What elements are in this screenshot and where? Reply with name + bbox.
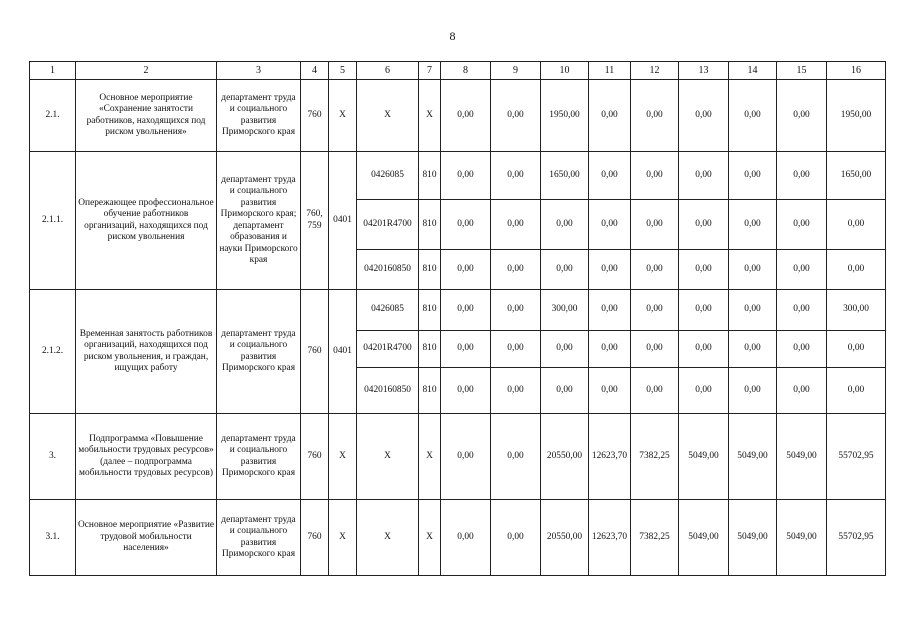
expense-type-code: X: [419, 414, 441, 500]
amount-col-11: 12623,70: [589, 500, 631, 576]
column-header-7: 7: [419, 62, 441, 80]
amount-col-11: 0,00: [589, 368, 631, 414]
section-code: 0401: [329, 152, 357, 290]
amount-col-16: 1950,00: [827, 80, 886, 152]
amount-col-8: 0,00: [441, 250, 491, 290]
amount-col-14: 0,00: [729, 250, 777, 290]
amount-col-14: 5049,00: [729, 500, 777, 576]
expense-type-code: 810: [419, 331, 441, 368]
amount-col-9: 0,00: [491, 290, 541, 331]
grbs-code: 760: [301, 414, 329, 500]
amount-col-8: 0,00: [441, 414, 491, 500]
amount-col-15: 0,00: [777, 290, 827, 331]
grbs-code: 760: [301, 80, 329, 152]
budget-table: [29, 61, 886, 576]
row-number: 3.1.: [30, 500, 76, 576]
table-row: [30, 290, 886, 331]
amount-col-12: 0,00: [631, 368, 679, 414]
row-number: 2.1.1.: [30, 152, 76, 290]
target-item-code: 04201R4700: [357, 331, 419, 368]
amount-col-13: 0,00: [679, 152, 729, 200]
amount-col-14: 0,00: [729, 80, 777, 152]
amount-col-9: 0,00: [491, 152, 541, 200]
amount-col-13: 0,00: [679, 368, 729, 414]
expense-type-code: 810: [419, 200, 441, 250]
grbs-code: 760, 759: [301, 152, 329, 290]
activity-name: Подпрограмма «Повышение мобильности трудовых ресурсов» (далее – подпрограмма мобильности трудовых ресурсов): [76, 414, 217, 500]
amount-col-11: 0,00: [589, 152, 631, 200]
amount-col-10: 0,00: [541, 331, 589, 368]
amount-col-15: 0,00: [777, 331, 827, 368]
target-item-code: 0420160850: [357, 368, 419, 414]
section-code: X: [329, 80, 357, 152]
amount-col-15: 5049,00: [777, 500, 827, 576]
column-header-2: 2: [76, 62, 217, 80]
amount-col-10: 0,00: [541, 368, 589, 414]
amount-col-16: 0,00: [827, 331, 886, 368]
amount-col-16: 55702,95: [827, 414, 886, 500]
column-header-11: 11: [589, 62, 631, 80]
column-header-12: 12: [631, 62, 679, 80]
amount-col-16: 0,00: [827, 250, 886, 290]
amount-col-12: 0,00: [631, 331, 679, 368]
amount-col-15: 0,00: [777, 250, 827, 290]
amount-col-10: 20550,00: [541, 414, 589, 500]
amount-col-15: 0,00: [777, 152, 827, 200]
amount-col-13: 0,00: [679, 290, 729, 331]
amount-col-12: 7382,25: [631, 414, 679, 500]
amount-col-8: 0,00: [441, 80, 491, 152]
amount-col-14: 0,00: [729, 290, 777, 331]
table-row: [30, 414, 886, 500]
column-header-3: 3: [217, 62, 301, 80]
amount-col-8: 0,00: [441, 368, 491, 414]
activity-name: Временная занятость работников организаций, находящихся под риском увольнения, и граждан, ищущих работу: [76, 290, 217, 414]
activity-name: Основное мероприятие «Развитие трудовой мобильности населения»: [76, 500, 217, 576]
amount-col-16: 0,00: [827, 368, 886, 414]
row-number: 2.1.: [30, 80, 76, 152]
amount-col-10: 20550,00: [541, 500, 589, 576]
amount-col-15: 0,00: [777, 80, 827, 152]
amount-col-8: 0,00: [441, 331, 491, 368]
amount-col-11: 0,00: [589, 331, 631, 368]
amount-col-12: 0,00: [631, 200, 679, 250]
activity-name: Опережающее профессиональное обучение работников организаций, находящихся под риском увольнения: [76, 152, 217, 290]
amount-col-15: 5049,00: [777, 414, 827, 500]
expense-type-code: 810: [419, 290, 441, 331]
column-header-10: 10: [541, 62, 589, 80]
amount-col-13: 0,00: [679, 80, 729, 152]
amount-col-14: 0,00: [729, 368, 777, 414]
column-header-6: 6: [357, 62, 419, 80]
column-header-5: 5: [329, 62, 357, 80]
amount-col-14: 5049,00: [729, 414, 777, 500]
amount-col-13: 0,00: [679, 331, 729, 368]
target-item-code: 0420160850: [357, 250, 419, 290]
amount-col-8: 0,00: [441, 500, 491, 576]
executor: департамент труда и социального развития Приморского края: [217, 290, 301, 414]
amount-col-13: 5049,00: [679, 500, 729, 576]
amount-col-8: 0,00: [441, 290, 491, 331]
column-header-4: 4: [301, 62, 329, 80]
table-row: [30, 80, 886, 152]
amount-col-12: 0,00: [631, 152, 679, 200]
amount-col-9: 0,00: [491, 250, 541, 290]
section-code: X: [329, 500, 357, 576]
column-header-13: 13: [679, 62, 729, 80]
expense-type-code: X: [419, 80, 441, 152]
amount-col-10: 300,00: [541, 290, 589, 331]
amount-col-11: 0,00: [589, 290, 631, 331]
column-header-16: 16: [827, 62, 886, 80]
page-number: 8: [449, 29, 456, 43]
row-number: 2.1.2.: [30, 290, 76, 414]
amount-col-13: 0,00: [679, 200, 729, 250]
column-header-14: 14: [729, 62, 777, 80]
amount-col-8: 0,00: [441, 152, 491, 200]
header-row: [30, 62, 886, 80]
target-item-code: X: [357, 414, 419, 500]
expense-type-code: X: [419, 500, 441, 576]
executor: департамент труда и социального развития Приморского края: [217, 80, 301, 152]
amount-col-12: 0,00: [631, 250, 679, 290]
amount-col-11: 0,00: [589, 80, 631, 152]
column-header-8: 8: [441, 62, 491, 80]
target-item-code: X: [357, 500, 419, 576]
expense-type-code: 810: [419, 152, 441, 200]
section-code: 0401: [329, 290, 357, 414]
target-item-code: 04201R4700: [357, 200, 419, 250]
amount-col-10: 0,00: [541, 200, 589, 250]
table-row: [30, 152, 886, 200]
amount-col-9: 0,00: [491, 80, 541, 152]
row-number: 3.: [30, 414, 76, 500]
executor: департамент труда и социального развития Приморского края: [217, 414, 301, 500]
section-code: X: [329, 414, 357, 500]
amount-col-11: 12623,70: [589, 414, 631, 500]
amount-col-15: 0,00: [777, 368, 827, 414]
amount-col-9: 0,00: [491, 331, 541, 368]
column-header-15: 15: [777, 62, 827, 80]
column-header-1: 1: [30, 62, 76, 80]
activity-name: Основное мероприятие «Сохранение занятости работников, находящихся под риском увольнения»: [76, 80, 217, 152]
amount-col-13: 5049,00: [679, 414, 729, 500]
amount-col-14: 0,00: [729, 152, 777, 200]
expense-type-code: 810: [419, 250, 441, 290]
amount-col-16: 300,00: [827, 290, 886, 331]
amount-col-10: 1950,00: [541, 80, 589, 152]
amount-col-9: 0,00: [491, 414, 541, 500]
executor: департамент труда и социального развития Приморского края: [217, 500, 301, 576]
amount-col-9: 0,00: [491, 368, 541, 414]
amount-col-11: 0,00: [589, 200, 631, 250]
expense-type-code: 810: [419, 368, 441, 414]
amount-col-11: 0,00: [589, 250, 631, 290]
table-row: [30, 500, 886, 576]
amount-col-16: 0,00: [827, 200, 886, 250]
target-item-code: 0426085: [357, 152, 419, 200]
amount-col-10: 0,00: [541, 250, 589, 290]
amount-col-15: 0,00: [777, 200, 827, 250]
amount-col-12: 0,00: [631, 290, 679, 331]
grbs-code: 760: [301, 290, 329, 414]
amount-col-12: 0,00: [631, 80, 679, 152]
amount-col-9: 0,00: [491, 200, 541, 250]
amount-col-13: 0,00: [679, 250, 729, 290]
target-item-code: 0426085: [357, 290, 419, 331]
amount-col-16: 1650,00: [827, 152, 886, 200]
executor: департамент труда и социального развития Приморского края; департамент образования и науки Приморского края: [217, 152, 301, 290]
amount-col-8: 0,00: [441, 200, 491, 250]
amount-col-14: 0,00: [729, 200, 777, 250]
amount-col-12: 7382,25: [631, 500, 679, 576]
column-header-9: 9: [491, 62, 541, 80]
amount-col-14: 0,00: [729, 331, 777, 368]
amount-col-9: 0,00: [491, 500, 541, 576]
amount-col-16: 55702,95: [827, 500, 886, 576]
target-item-code: X: [357, 80, 419, 152]
amount-col-10: 1650,00: [541, 152, 589, 200]
grbs-code: 760: [301, 500, 329, 576]
